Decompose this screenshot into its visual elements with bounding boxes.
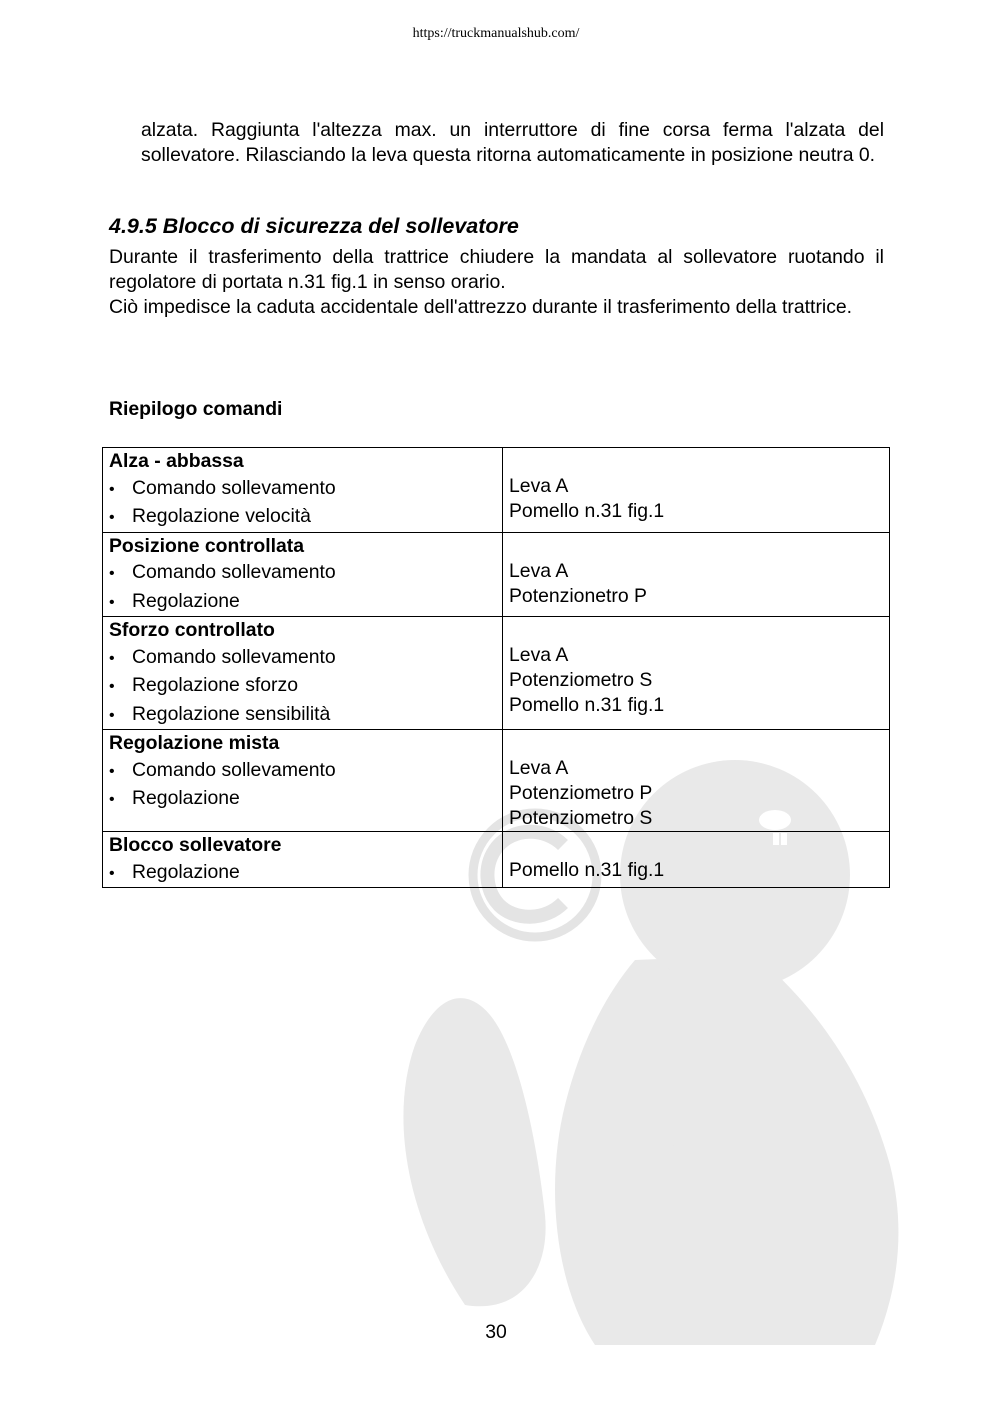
list-item [109,859,502,888]
function-cell [103,617,503,730]
item-label: Comando sollevamento [132,561,336,583]
group-title: Posizione controllata [109,534,305,557]
function-cell [103,730,503,832]
control-label: Pomello n.31 fig.1 [509,500,665,522]
item-label: Regolazione [132,787,240,809]
group-title: Alza - abbassa [109,450,244,472]
table-row [103,532,890,617]
control-label: Leva A [509,475,569,497]
bullet-icon: • [109,864,115,882]
page-number: 30 [485,1321,507,1343]
bullet-icon: • [109,565,115,582]
item-label: Regolazione velocità [132,505,311,527]
table-row [103,448,890,533]
control-cell [503,617,890,730]
control-label: Potenzionetro P [509,584,647,607]
control-cell [503,832,890,888]
bullet-icon: • [109,678,115,695]
item-label: Regolazione sensibilità [132,702,331,725]
item-list [109,644,502,730]
control-cell [503,448,890,533]
control-label: Potenziometro P [509,782,653,804]
item-list [109,757,502,814]
control-cell [503,532,890,617]
table-row [103,617,890,730]
control-label: Leva A [509,644,569,666]
section-heading: 4.9.5 Blocco di sicurezza del sollevatore [109,214,519,238]
section-paragraph-2: Ciò impedisce la caduta accidentale dell'attrezzo durante il trasferimento della trattrice. [109,296,853,318]
bullet-icon: • [109,649,115,667]
control-label: Pomello n.31 fig.1 [509,694,665,716]
bullet-icon: • [109,791,115,808]
list-item [109,672,502,701]
control-cell [503,730,890,832]
controls-summary-table [102,447,890,888]
group-title: Sforzo controllato [109,619,275,641]
item-list [109,559,502,616]
list-item [109,475,502,504]
item-list [109,859,502,888]
list-item [109,588,502,617]
item-label: Comando sollevamento [132,758,336,781]
list-item [109,503,502,532]
header-url[interactable]: https://truckmanualshub.com/ [412,26,580,41]
group-title: Blocco sollevatore [109,834,282,856]
bullet-icon: • [109,593,115,611]
summary-title: Riepilogo comandi [109,398,283,420]
item-label: Comando sollevamento [132,476,336,499]
item-label: Comando sollevamento [132,645,336,668]
list-item [109,559,502,588]
list-item [109,644,502,673]
control-label: Leva A [509,559,569,582]
group-title: Regolazione mista [109,732,280,754]
function-cell [103,448,503,533]
function-cell [103,832,503,888]
function-cell [103,532,503,617]
list-item [109,701,502,730]
control-label: Pomello n.31 fig.1 [509,859,665,881]
bullet-icon: • [109,480,115,498]
control-label: Potenziometro S [509,669,653,691]
intro-paragraph: alzata. Raggiunta l'altezza max. un interruttore di fine corsa ferma l'alzata del sollevatore. Rilasciando la leva questa ritorna automaticamente in posizione neutra 0. [141,119,884,166]
item-list [109,475,502,532]
list-item [109,785,502,814]
bullet-icon: • [109,762,115,780]
control-label: Leva A [509,757,569,779]
control-label: Potenziometro S [509,807,653,829]
list-item [109,757,502,786]
section-paragraph-1: Durante il trasferimento della trattrice chiudere la mandata al sollevatore ruotando il regolatore di portata n.31 fig.1 in senso orario. [109,246,884,293]
table-row [103,730,890,832]
item-label: Regolazione [132,589,240,612]
bullet-icon: • [109,706,115,724]
item-label: Regolazione [132,860,240,883]
section-body [109,245,884,320]
item-label: Regolazione sforzo [132,674,298,696]
bullet-icon: • [109,509,115,526]
table-row [103,832,890,888]
